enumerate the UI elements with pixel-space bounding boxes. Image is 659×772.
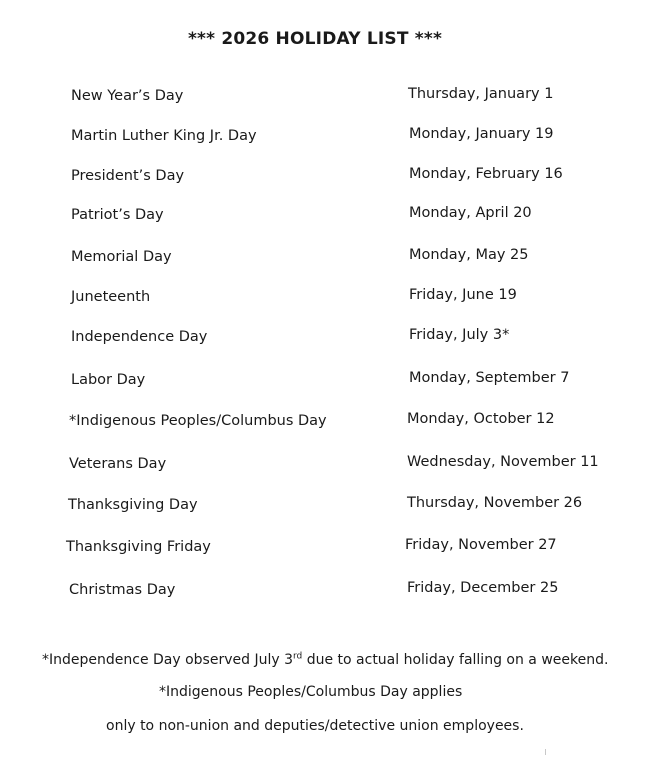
holiday-name: *Indigenous Peoples/Columbus Day bbox=[69, 413, 327, 429]
independence-footnote bbox=[42, 652, 608, 668]
holiday-name: Labor Day bbox=[71, 372, 146, 388]
holiday-date: Monday, February 16 bbox=[409, 166, 563, 182]
holiday-date: Friday, June 19 bbox=[409, 287, 517, 303]
holiday-name: Veterans Day bbox=[69, 456, 167, 472]
holiday-date: Friday, November 27 bbox=[405, 537, 557, 553]
holiday-name: Memorial Day bbox=[71, 249, 172, 265]
holiday-name: Martin Luther King Jr. Day bbox=[71, 128, 257, 144]
holiday-name: Thanksgiving Day bbox=[68, 497, 198, 513]
holiday-date: Monday, April 20 bbox=[409, 205, 532, 221]
holiday-name: Christmas Day bbox=[69, 582, 176, 598]
holiday-date: Monday, October 12 bbox=[407, 411, 555, 427]
holiday-date: Friday, December 25 bbox=[407, 580, 559, 596]
independence-footnote-ordinal: rd bbox=[293, 651, 303, 662]
holiday-date: Monday, May 25 bbox=[409, 247, 529, 263]
page-title: *** 2026 HOLIDAY LIST *** bbox=[187, 29, 443, 49]
holiday-date: Monday, January 19 bbox=[409, 126, 554, 142]
holiday-date: Monday, September 7 bbox=[409, 370, 570, 386]
holiday-name: Juneteenth bbox=[71, 289, 151, 305]
indigenous-footnote-line-2: only to non-union and deputies/detective union employees. bbox=[106, 718, 524, 734]
independence-footnote-rest: due to actual holiday falling on a weekend. bbox=[302, 652, 609, 668]
holiday-name: New Year’s Day bbox=[71, 88, 184, 104]
scan-speck bbox=[545, 749, 546, 755]
holiday-name: Independence Day bbox=[71, 329, 208, 345]
holiday-date: Friday, July 3* bbox=[409, 327, 510, 343]
holiday-date: Wednesday, November 11 bbox=[407, 454, 599, 470]
holiday-name: President’s Day bbox=[71, 168, 185, 184]
independence-footnote-text: *Independence Day observed July 3 bbox=[42, 652, 293, 668]
holiday-name: Patriot’s Day bbox=[71, 207, 164, 223]
holiday-name: Thanksgiving Friday bbox=[66, 539, 211, 555]
holiday-date: Thursday, January 1 bbox=[408, 86, 554, 102]
indigenous-footnote-line-1: *Indigenous Peoples/Columbus Day applies bbox=[159, 684, 463, 700]
holiday-date: Thursday, November 26 bbox=[407, 495, 583, 511]
